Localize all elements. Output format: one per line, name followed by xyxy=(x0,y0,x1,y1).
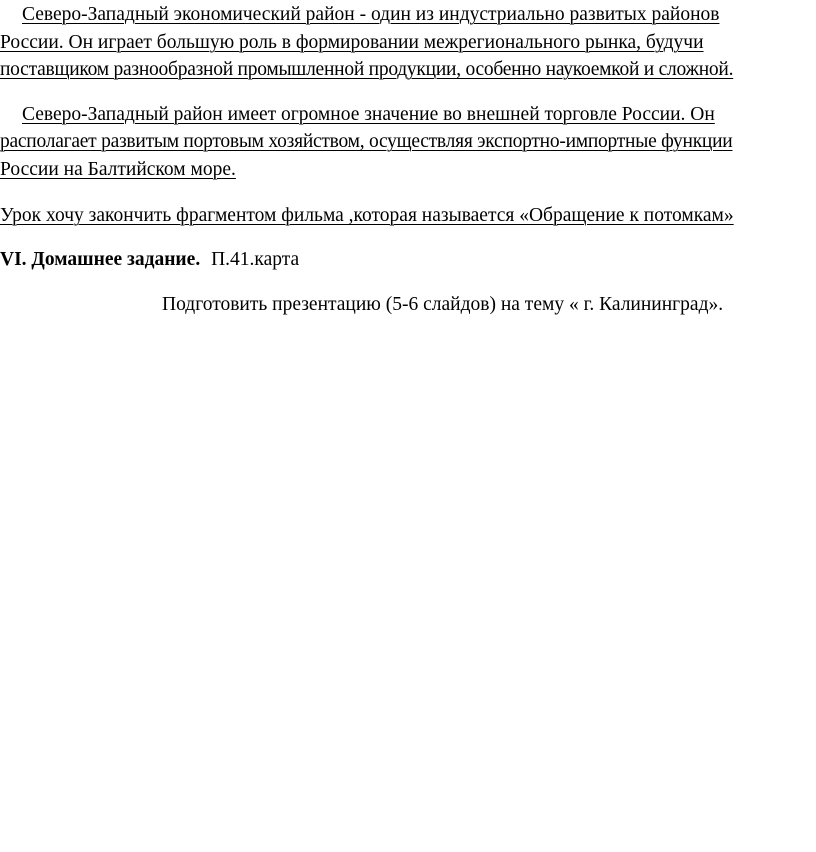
paragraph-2-line-1: Северо-Западный район имеет огромное значение во внешней торговле России. Он xyxy=(22,104,715,125)
homework-task: Подготовить презентацию (5-6 слайдов) на тему « г. Калининград». xyxy=(162,294,724,315)
paragraph-2-line-2: располагает развитым портовым хозяйством, осуществляя экспортно-импортные функции xyxy=(0,131,733,152)
paragraph-1-line-3: поставщиком разнообразной промышленной продукции, особенно наукоемкой и сложной. xyxy=(0,59,734,80)
homework-label: VI. Домашнее задание. xyxy=(0,249,201,270)
paragraph-3: Урок хочу закончить фрагментом фильма ,которая называется «Обращение к потомкам» xyxy=(0,205,734,226)
paragraph-2-line-3: России на Балтийском море. xyxy=(0,159,236,180)
paragraph-1-line-1: Северо-Западный экономический район - один из индустриально развитых районов xyxy=(22,4,720,25)
homework-text: П.41.карта xyxy=(211,249,300,270)
homework-line xyxy=(0,248,299,272)
paragraph-1-line-2: России. Он играет большую роль в формировании межрегионального рынка, будучи xyxy=(0,32,704,53)
